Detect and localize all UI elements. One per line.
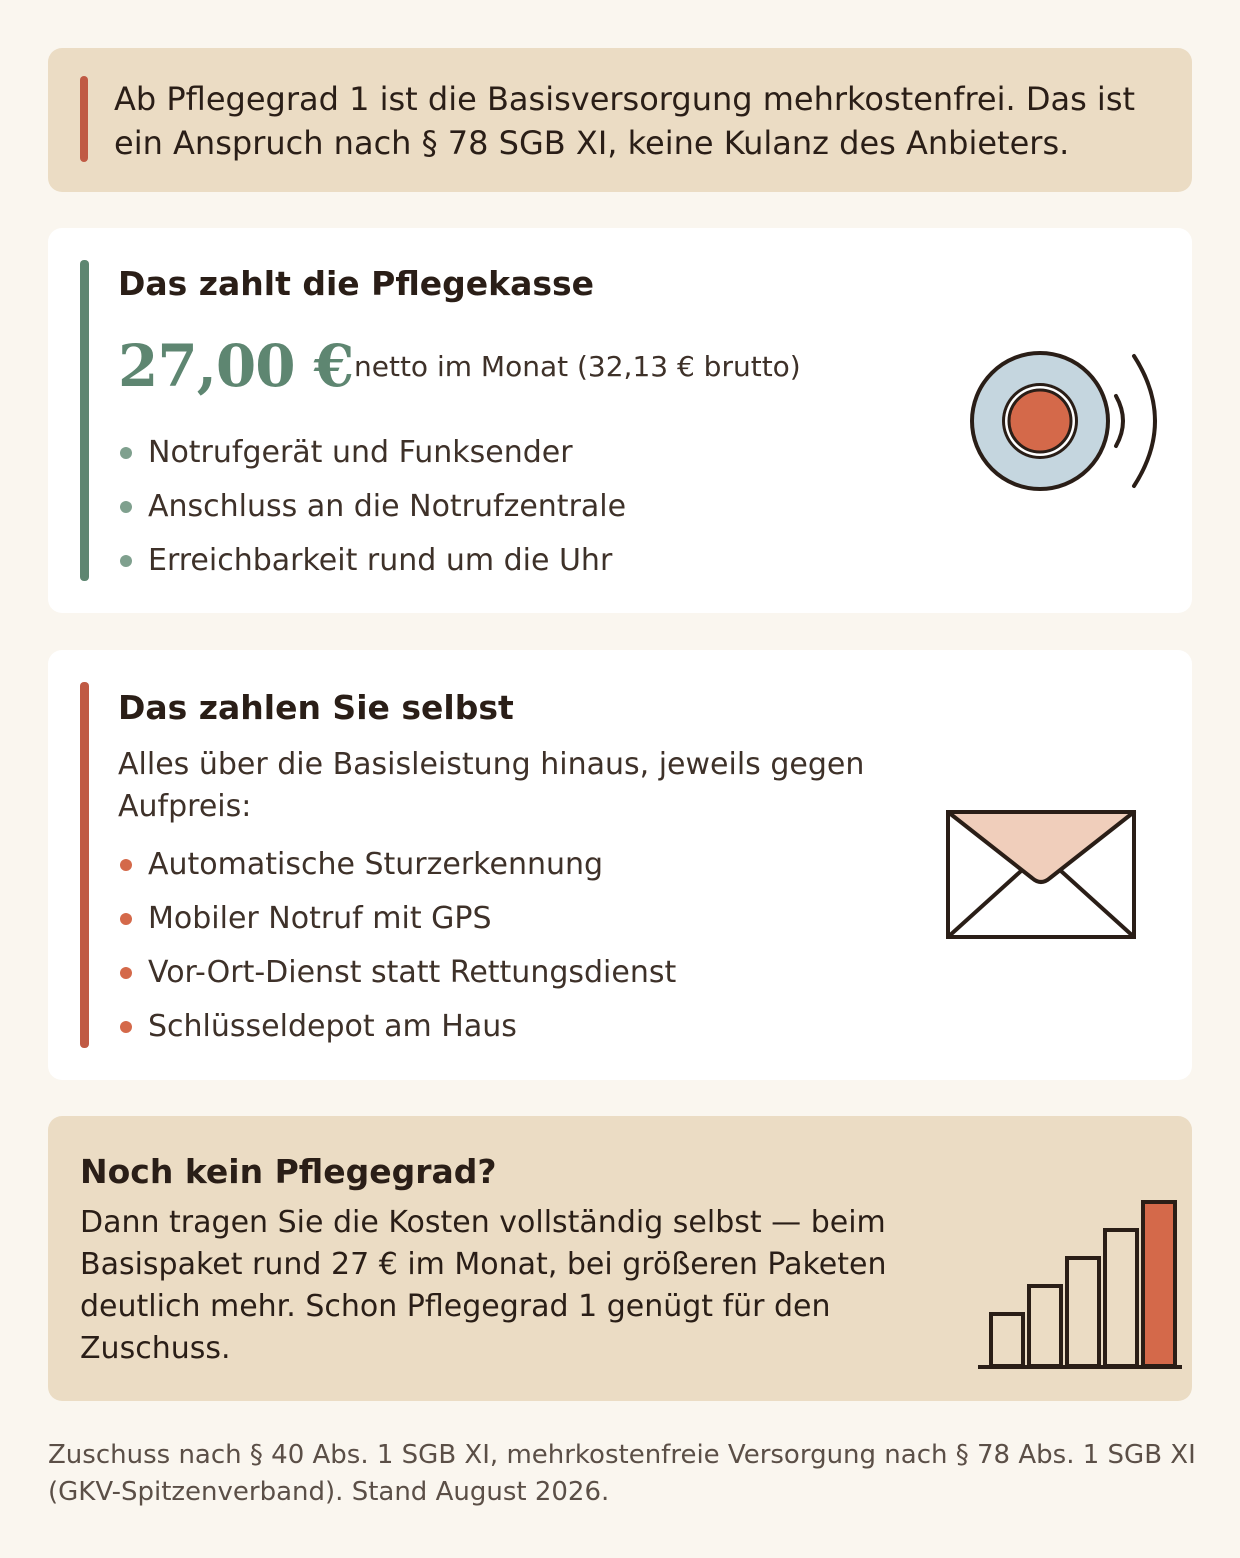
envelope-icon <box>944 808 1138 942</box>
self-pays-list <box>118 838 676 1054</box>
bar-chart-icon <box>978 1198 1188 1373</box>
insurer-pays-title: Das zahlt die Pflegekasse <box>118 264 595 303</box>
no-care-grade-title: Noch kein Pflegegrad? <box>80 1152 497 1191</box>
price-note: netto im Monat (32,13 € brutto) <box>354 350 801 383</box>
self-pays-title: Das zahlen Sie selbst <box>118 688 514 727</box>
no-care-grade-text: Dann tragen Sie die Kosten vollständig selbst — beim Basispaket rund 27 € im Monat, bei größeren Paketen deutlich mehr. Schon Pflegegrad 1 genügt für den Zuschuss. <box>80 1205 887 1366</box>
self-pays-accent-bar <box>80 682 89 1048</box>
legal-claim-callout <box>48 48 1192 192</box>
list-item: Schlüsseldepot am Haus <box>118 1000 676 1054</box>
list-item: Automatische Sturzerkennung <box>118 838 676 892</box>
list-item: Mobiler Notruf mit GPS <box>118 892 676 946</box>
insurer-pays-list <box>118 426 626 588</box>
list-item: Anschluss an die Notrufzentrale <box>118 480 626 534</box>
callout-text: Ab Pflegegrad 1 ist die Basisversorgung mehrkostenfrei. Das ist ein Anspruch nach § 78 SGB XI, keine Kulanz des Anbieters. <box>114 80 1136 162</box>
self-pays-lead: Alles über die Basisleistung hinaus, jeweils gegen Aufpreis: <box>118 747 865 824</box>
list-item: Erreichbarkeit rund um die Uhr <box>118 534 626 588</box>
list-item: Vor-Ort-Dienst statt Rettungsdienst <box>118 946 676 1000</box>
insurer-pays-accent-bar <box>80 260 89 581</box>
callout-accent-bar <box>80 76 88 162</box>
insurer-pays-card <box>48 228 1192 613</box>
no-care-grade-card <box>48 1116 1192 1401</box>
emergency-button-icon <box>964 344 1214 494</box>
list-item: Notrufgerät und Funksender <box>118 426 626 480</box>
self-pays-card <box>48 650 1192 1080</box>
source-footnote: Zuschuss nach § 40 Abs. 1 SGB XI, mehrkostenfreie Versorgung nach § 78 Abs. 1 SGB XI (GKV-Spitzenverband). Stand August 2026. <box>48 1440 1196 1507</box>
price-amount: 27,00 € <box>118 332 354 400</box>
